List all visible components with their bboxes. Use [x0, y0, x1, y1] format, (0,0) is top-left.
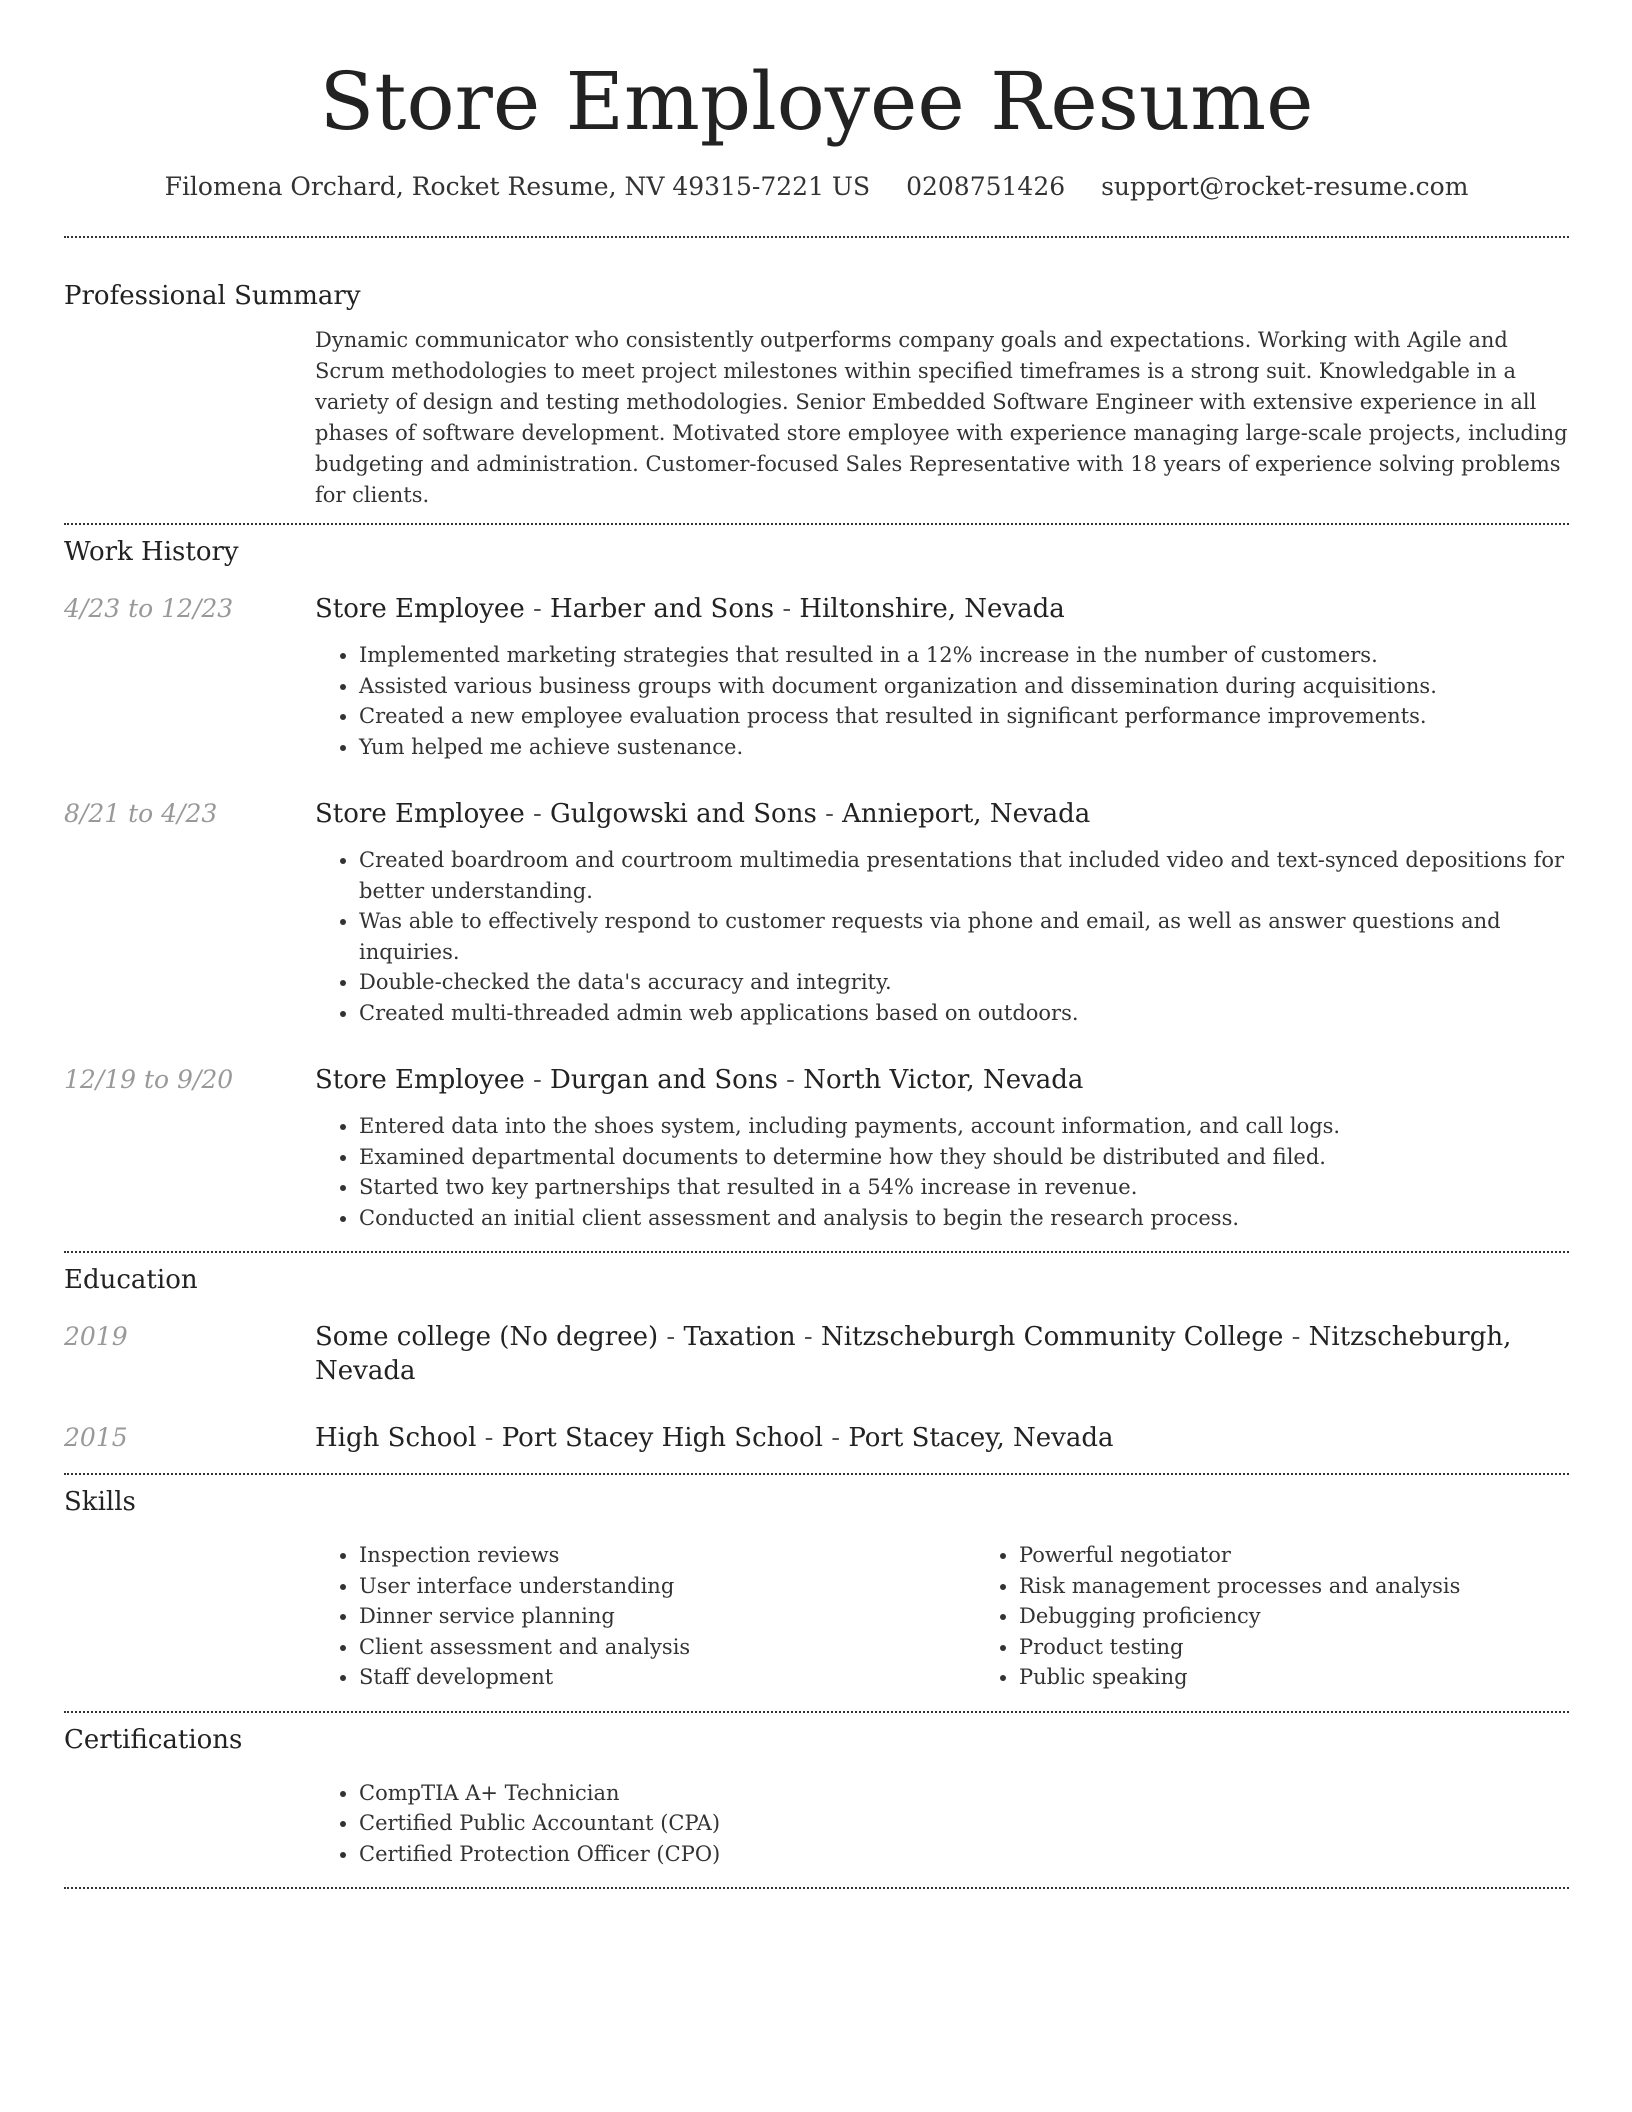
job-dates: 4/23 to 12/23 [64, 594, 234, 623]
section-divider [64, 1473, 1569, 1475]
job-entry [64, 1063, 1569, 1233]
summary-row [64, 325, 1569, 511]
job-title [315, 1063, 1569, 1097]
contact-phone: 0208751426 [906, 172, 1066, 201]
list-item: • Entered data into the shoes system, including payments, account information, and call logs. [359, 1111, 1569, 1142]
contact-line [64, 170, 1569, 204]
job-position: Store Employee [315, 594, 525, 624]
skills-row [64, 1540, 1569, 1693]
certifications-heading: Certifications [64, 1724, 243, 1755]
summary-heading: Professional Summary [64, 281, 361, 311]
separator: - [524, 799, 551, 829]
skills-columns [315, 1540, 1632, 1693]
list-item: • Powerful negotiator [1019, 1540, 1632, 1571]
job-title [315, 592, 1569, 626]
list-item: • Client assessment and analysis [359, 1632, 975, 1663]
list-item: • Certified Protection Officer (CPO) [359, 1839, 1569, 1870]
list-item: • Examined departmental documents to determine how they should be distributed and filed. [359, 1142, 1569, 1173]
skills-heading: Skills [64, 1487, 136, 1517]
education-entry [64, 1421, 1569, 1455]
skills-list-right [975, 1540, 1632, 1693]
certifications-row [64, 1778, 1569, 1870]
job-company: Gulgowski and Sons [550, 799, 817, 829]
job-position: Store Employee [315, 799, 525, 829]
job-dates: 8/21 to 4/23 [64, 799, 218, 828]
education-entry [64, 1320, 1569, 1388]
list-item: • Conducted an initial client assessment and analysis to begin the research process. [359, 1203, 1569, 1234]
education-title [315, 1421, 1569, 1455]
separator: - [774, 594, 800, 624]
skills-list-left [315, 1540, 975, 1693]
separator: - [795, 1322, 821, 1352]
list-item: • Dinner service planning [359, 1601, 975, 1632]
job-entry [64, 592, 1569, 762]
certifications-list [315, 1778, 1569, 1870]
job-company: Harber and Sons [550, 594, 775, 624]
education-year: 2019 [64, 1322, 128, 1351]
job-title [315, 797, 1569, 831]
job-location: Annieport, Nevada [842, 799, 1091, 829]
job-bullets [315, 845, 1569, 1028]
list-item: • Assisted various business groups with document organization and dissemination during acquisitions. [359, 671, 1569, 702]
education-school: Port Stacey High School [501, 1423, 823, 1453]
education-school: Nitzscheburgh Community College [820, 1322, 1284, 1352]
contact-email: support@rocket-resume.com [1101, 172, 1469, 201]
separator: - [823, 1423, 849, 1453]
work-history-heading: Work History [64, 537, 239, 567]
education-field: Taxation [683, 1322, 796, 1352]
separator: - [658, 1322, 684, 1352]
education-degree: High School [315, 1423, 477, 1453]
separator: - [1283, 1322, 1309, 1352]
list-item: • Public speaking [1019, 1662, 1632, 1693]
summary-text: Dynamic communicator who consistently outperforms company goals and expectations. Working with Agile and Scrum methodologies to meet project milestones within specified timeframes is a strong suit. Knowledgable in a variety of design and testing methodologies. Senior Embedded Software Engineer with extensive experience in all phases of software development. Motivated store employee with experience managing large-scale projects, including budgeting and administration. Customer-focused Sales Representative with 18 years of experience solving problems for clients. [315, 328, 1568, 507]
resume-title: Store Employee Resume [319, 55, 1314, 148]
list-item: • Created multi-threaded admin web applications based on outdoors. [359, 998, 1569, 1029]
list-item: • CompTIA A+ Technician [359, 1778, 1569, 1809]
list-item: • Inspection reviews [359, 1540, 975, 1571]
education-year: 2015 [64, 1423, 128, 1452]
list-item: • User interface understanding [359, 1571, 975, 1602]
job-location: North Victor, Nevada [803, 1065, 1084, 1095]
section-divider [64, 523, 1569, 525]
job-bullets [315, 1111, 1569, 1233]
list-item: • Debugging proficiency [1019, 1601, 1632, 1632]
section-divider [64, 1711, 1569, 1713]
list-item: • Risk management processes and analysis [1019, 1571, 1632, 1602]
list-item: • Certified Public Accountant (CPA) [359, 1808, 1569, 1839]
separator: - [777, 1065, 804, 1095]
resume-page [64, 0, 1569, 1889]
list-item: • Started two key partnerships that resulted in a 54% increase in revenue. [359, 1172, 1569, 1203]
job-bullets [315, 640, 1569, 762]
list-item: • Yum helped me achieve sustenance. [359, 732, 1569, 763]
education-location: Port Stacey, Nevada [848, 1423, 1114, 1453]
list-item: • Staff development [359, 1662, 975, 1693]
separator: - [524, 1065, 551, 1095]
education-degree: Some college (No degree) [315, 1322, 659, 1352]
separator: - [816, 799, 843, 829]
separator: - [476, 1423, 502, 1453]
job-entry [64, 797, 1569, 1028]
job-location: Hiltonshire, Nevada [799, 594, 1065, 624]
list-item: • Implemented marketing strategies that resulted in a 12% increase in the number of customers. [359, 640, 1569, 671]
section-divider [64, 1251, 1569, 1253]
job-dates: 12/19 to 9/20 [64, 1065, 234, 1094]
education-location: Nitzscheburgh, Nevada [315, 1322, 1512, 1386]
list-item: • Was able to effectively respond to customer requests via phone and email, as well as answer questions and inquiries. [359, 906, 1569, 967]
section-divider [64, 236, 1569, 238]
contact-address: Filomena Orchard, Rocket Resume, NV 49315-7221 US [164, 172, 871, 201]
list-item: • Created boardroom and courtroom multimedia presentations that included video and text-synced depositions for better understanding. [359, 845, 1569, 906]
job-company: Durgan and Sons [550, 1065, 778, 1095]
education-heading: Education [64, 1265, 198, 1295]
list-item: • Product testing [1019, 1632, 1632, 1663]
job-position: Store Employee [315, 1065, 525, 1095]
list-item: • Created a new employee evaluation process that resulted in significant performance improvements. [359, 701, 1569, 732]
section-divider [64, 1887, 1569, 1889]
separator: - [524, 594, 551, 624]
list-item: • Double-checked the data's accuracy and integrity. [359, 967, 1569, 998]
education-title [315, 1320, 1569, 1388]
